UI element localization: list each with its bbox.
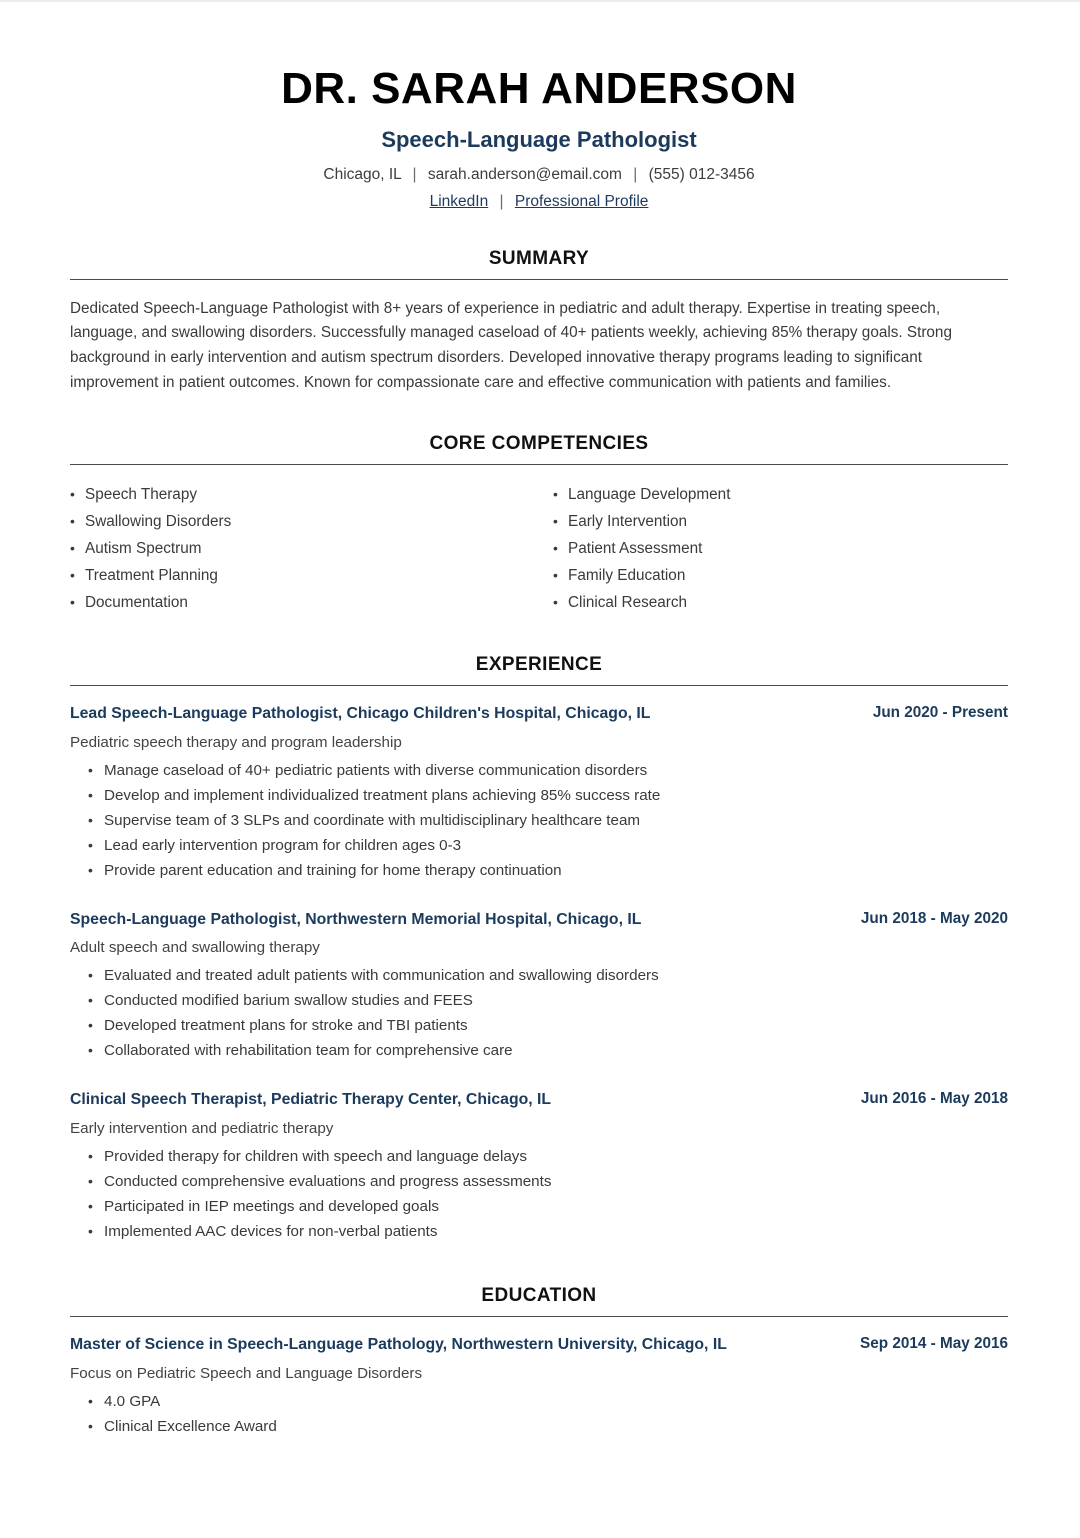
competency-label: Patient Assessment <box>568 540 703 558</box>
entry-date: Jun 2018 - May 2020 <box>860 909 1008 927</box>
list-item <box>88 758 1008 783</box>
list-item <box>88 1219 1008 1244</box>
bullet-icon: • <box>70 540 75 557</box>
bullet-icon: • <box>88 1017 93 1034</box>
list-item <box>88 833 1008 858</box>
list-item <box>553 590 1008 617</box>
entry-bullet-list <box>70 963 1008 1063</box>
list-item <box>88 1038 1008 1063</box>
summary-section <box>70 248 1008 396</box>
bullet-text: Clinical Excellence Award <box>104 1418 277 1436</box>
experience-section <box>70 654 1008 1245</box>
competencies-columns <box>70 482 1008 617</box>
competency-label: Documentation <box>85 594 188 612</box>
summary-heading: SUMMARY <box>488 247 590 269</box>
entry-header <box>70 1089 1008 1112</box>
competency-label: Early Intervention <box>568 513 688 531</box>
bullet-text: Provided therapy for children with speech and language delays <box>104 1148 527 1166</box>
list-item <box>88 963 1008 988</box>
entry-subtitle: Pediatric speech therapy and program leadership <box>70 733 402 751</box>
competency-label: Speech Therapy <box>85 486 197 504</box>
candidate-job-title: Speech-Language Pathologist <box>381 126 697 152</box>
bullet-text: Developed treatment plans for stroke and TBI patients <box>104 1017 468 1035</box>
contact-email[interactable]: sarah.anderson@email.com <box>427 165 622 183</box>
bullet-icon: • <box>88 761 93 778</box>
bullet-icon: • <box>70 486 75 503</box>
list-item <box>88 1414 1008 1439</box>
bullet-text: Lead early intervention program for children ages 0-3 <box>104 836 462 854</box>
section-divider <box>70 464 1008 465</box>
experience-entry <box>70 703 1008 883</box>
bullet-icon: • <box>70 567 75 584</box>
list-item <box>88 1169 1008 1194</box>
education-section <box>70 1285 1008 1439</box>
entry-subtitle: Early intervention and pediatric therapy <box>70 1120 334 1138</box>
bullet-text: Collaborated with rehabilitation team for comprehensive care <box>104 1042 513 1060</box>
competencies-heading: CORE COMPETENCIES <box>429 432 649 454</box>
link-separator: | <box>499 192 504 210</box>
resume-page <box>0 2 1080 1439</box>
entry-bullet-list <box>70 1144 1008 1244</box>
bullet-text: Conducted comprehensive evaluations and progress assessments <box>104 1173 552 1191</box>
bullet-icon: • <box>88 786 93 803</box>
bullet-icon: • <box>88 1148 93 1165</box>
bullet-icon: • <box>553 513 558 530</box>
competency-label: Swallowing Disorders <box>85 513 232 531</box>
entry-title: Master of Science in Speech-Language Pathology, Northwestern University, Chicago, IL <box>70 1336 727 1354</box>
bullet-text: Implemented AAC devices for non-verbal patients <box>104 1223 438 1241</box>
professional-profile-link[interactable]: Professional Profile <box>514 192 649 210</box>
list-item <box>70 536 539 563</box>
list-item <box>553 509 1008 536</box>
list-item <box>70 482 539 509</box>
list-item <box>88 783 1008 808</box>
bullet-icon: • <box>88 1198 93 1215</box>
entry-title: Lead Speech-Language Pathologist, Chicago Children's Hospital, Chicago, IL <box>70 704 651 722</box>
bullet-text: Manage caseload of 40+ pediatric patients with diverse communication disorders <box>104 761 648 779</box>
competencies-column-right <box>539 482 1008 617</box>
bullet-text: Develop and implement individualized treatment plans achieving 85% success rate <box>104 786 661 804</box>
bullet-icon: • <box>88 1223 93 1240</box>
list-item <box>88 1013 1008 1038</box>
bullet-text: Supervise team of 3 SLPs and coordinate with multidisciplinary healthcare team <box>104 811 641 829</box>
entry-header <box>70 1334 1008 1357</box>
list-item <box>88 1194 1008 1219</box>
bullet-text: Conducted modified barium swallow studies and FEES <box>104 992 473 1010</box>
entry-date: Jun 2020 - Present <box>872 703 1008 721</box>
list-item <box>88 988 1008 1013</box>
candidate-name: DR. SARAH ANDERSON <box>281 64 797 113</box>
list-item <box>70 590 539 617</box>
linkedin-link[interactable]: LinkedIn <box>429 192 489 210</box>
resume-header <box>70 64 1008 211</box>
competency-label: Clinical Research <box>568 594 688 612</box>
bullet-icon: • <box>88 992 93 1009</box>
bullet-text: Evaluated and treated adult patients with communication and swallowing disorders <box>104 967 659 985</box>
bullet-text: Participated in IEP meetings and developed goals <box>104 1198 439 1216</box>
competencies-section <box>70 433 1008 617</box>
section-divider <box>70 685 1008 686</box>
bullet-icon: • <box>88 1418 93 1435</box>
list-item <box>553 563 1008 590</box>
bullet-icon: • <box>553 540 558 557</box>
experience-entry <box>70 1089 1008 1244</box>
contact-phone[interactable]: (555) 012-3456 <box>648 165 755 183</box>
bullet-icon: • <box>553 594 558 611</box>
list-item <box>88 1144 1008 1169</box>
education-entry <box>70 1334 1008 1439</box>
experience-heading: EXPERIENCE <box>475 653 603 675</box>
entry-date: Sep 2014 - May 2016 <box>860 1335 1008 1353</box>
contact-separator: | <box>633 165 638 183</box>
contact-line <box>70 166 1008 184</box>
entry-bullet-list <box>70 758 1008 883</box>
list-item <box>70 509 539 536</box>
list-item <box>553 536 1008 563</box>
section-divider <box>70 1316 1008 1317</box>
list-item <box>553 482 1008 509</box>
entry-header <box>70 909 1008 932</box>
list-item <box>88 1389 1008 1414</box>
competencies-column-left <box>70 482 539 617</box>
bullet-icon: • <box>70 594 75 611</box>
bullet-icon: • <box>553 486 558 503</box>
bullet-icon: • <box>70 513 75 530</box>
list-item <box>88 808 1008 833</box>
section-divider <box>70 279 1008 280</box>
entry-title: Speech-Language Pathologist, Northwestern Memorial Hospital, Chicago, IL <box>70 910 642 928</box>
experience-entry <box>70 909 1008 1064</box>
summary-text: Dedicated Speech-Language Pathologist with 8+ years of experience in pediatric and adult therapy. Expertise in treating speech, language, and swallowing disorders. Successfully managed caseload of 40+ patients weekly, achieving 85% therapy goals. Strong background in early intervention and autism spectrum disorders. Developed innovative therapy programs leading to significant improvement in patient outcomes. Known for compassionate care and effective communication with patients and families. <box>70 299 952 391</box>
entry-header <box>70 703 1008 726</box>
list-item <box>88 858 1008 883</box>
competency-label: Treatment Planning <box>85 567 218 585</box>
bullet-icon: • <box>88 967 93 984</box>
competency-label: Language Development <box>568 486 731 504</box>
bullet-icon: • <box>88 1042 93 1059</box>
profile-links <box>70 193 1008 211</box>
contact-location: Chicago, IL <box>323 165 402 183</box>
competency-label: Family Education <box>568 567 686 585</box>
bullet-text: Provide parent education and training for home therapy continuation <box>104 861 562 879</box>
entry-date: Jun 2016 - May 2018 <box>860 1090 1008 1108</box>
bullet-text: 4.0 GPA <box>104 1393 161 1411</box>
entry-bullet-list <box>70 1389 1008 1439</box>
entry-subtitle: Focus on Pediatric Speech and Language Disorders <box>70 1365 423 1383</box>
bullet-icon: • <box>88 861 93 878</box>
competency-label: Autism Spectrum <box>85 540 202 558</box>
education-heading: EDUCATION <box>481 1285 597 1307</box>
bullet-icon: • <box>88 836 93 853</box>
contact-separator: | <box>412 165 417 183</box>
entry-subtitle: Adult speech and swallowing therapy <box>70 939 320 957</box>
entry-title: Clinical Speech Therapist, Pediatric Therapy Center, Chicago, IL <box>70 1091 552 1109</box>
list-item <box>70 563 539 590</box>
bullet-icon: • <box>88 1393 93 1410</box>
bullet-icon: • <box>553 567 558 584</box>
bullet-icon: • <box>88 811 93 828</box>
bullet-icon: • <box>88 1173 93 1190</box>
